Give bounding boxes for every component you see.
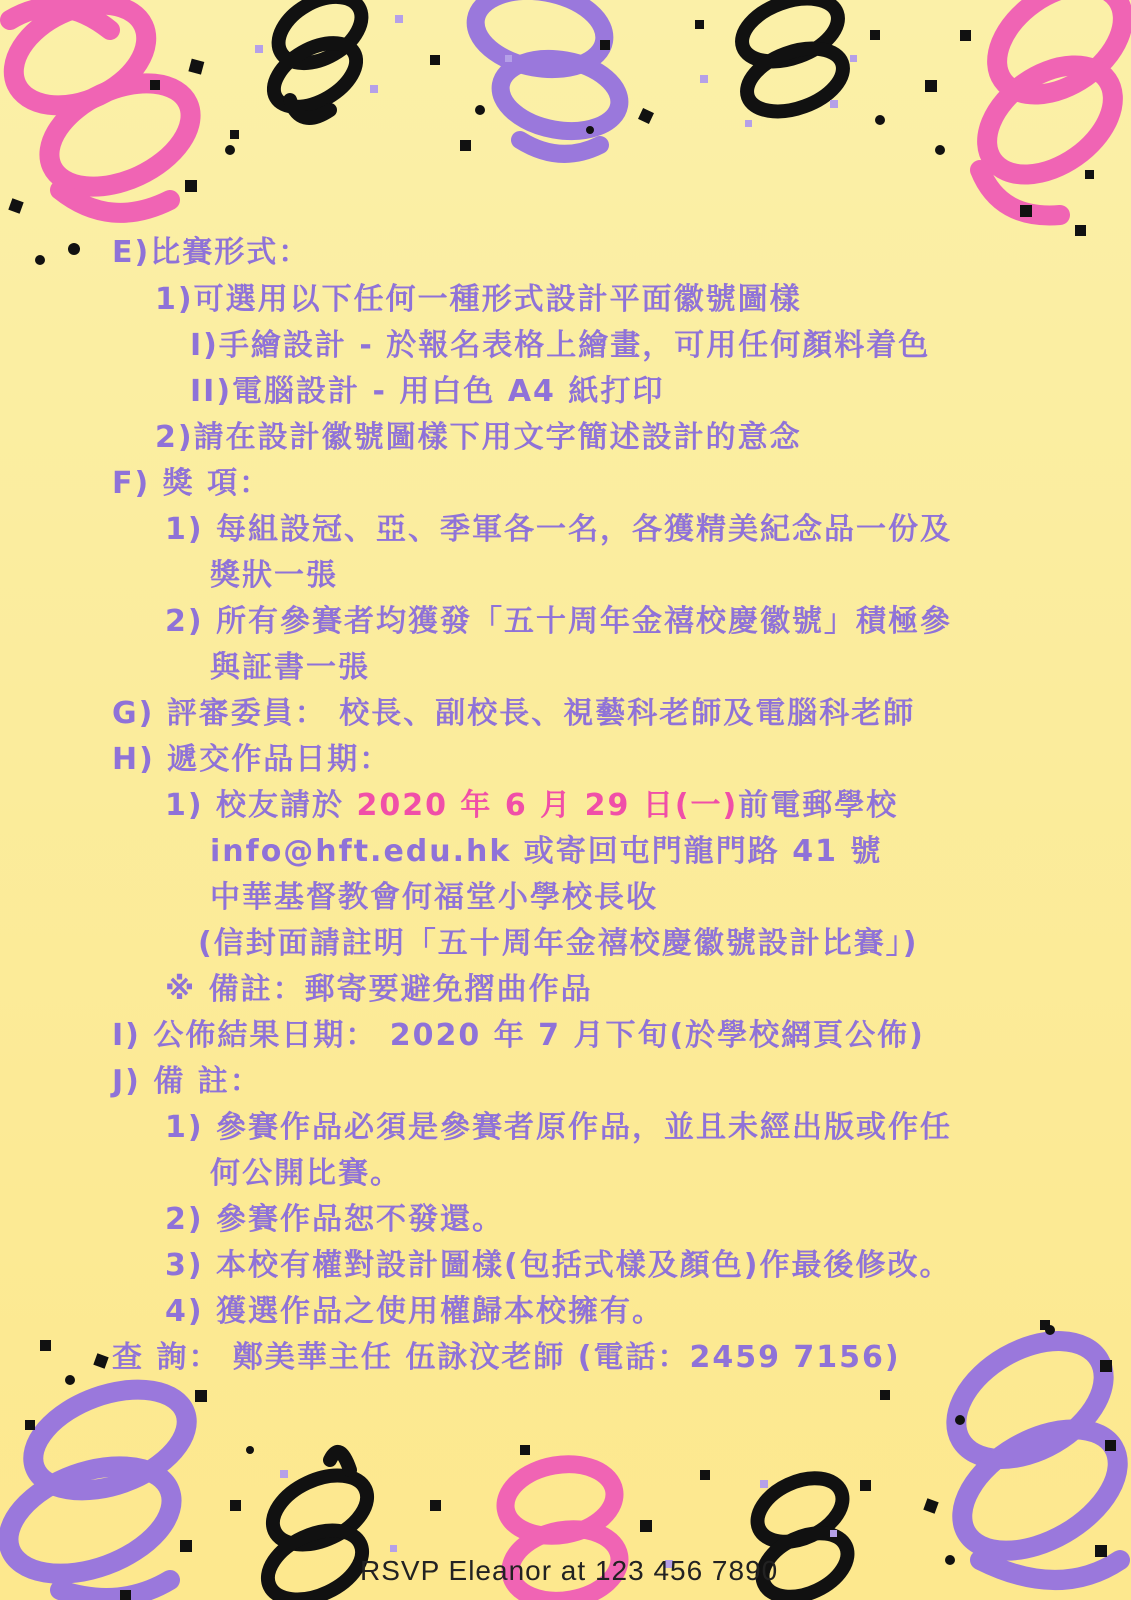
section-e-item-2: 2)請在設計徽號圖樣下用文字簡述設計的意念 [155, 420, 802, 455]
section-f-item-2-line-2: 與証書一張 [210, 650, 370, 685]
section-h-item-1-suffix: 前電郵學校 [738, 788, 899, 823]
section-h-mailing-note: ※ 備註：郵寄要避免摺曲作品 [165, 972, 593, 1007]
section-h-recipient: 中華基督教會何福堂小學校長收 [210, 880, 658, 915]
section-e-item-1-i: I)手繪設計 - 於報名表格上繪畫，可用任何顏料着色 [190, 328, 931, 363]
rsvp-footer: RSVP Eleanor at 123 456 7890 [360, 1555, 779, 1586]
section-f-heading: F) 獎 項： [112, 466, 272, 501]
section-i-results-date: I) 公佈結果日期： 2020 年 7 月下旬(於學校網頁公佈) [112, 1018, 925, 1053]
section-h-item-1-prefix: 1) 校友請於 [165, 788, 357, 823]
enquiry-contact: 查 詢： 鄭美華主任 伍詠汶老師 (電話：2459 7156) [112, 1340, 901, 1375]
section-h-envelope-note: (信封面請註明「五十周年金禧校慶徽號設計比賽」) [198, 926, 919, 961]
section-f-item-1-line-2: 獎狀一張 [210, 558, 338, 593]
section-f-item-1-line-1: 1) 每組設冠、亞、季軍各一名，各獲精美紀念品一份及 [165, 512, 953, 547]
section-g-judges: G) 評審委員： 校長、副校長、視藝科老師及電腦科老師 [112, 696, 916, 731]
section-j-item-4: 4) 獲選作品之使用權歸本校擁有。 [165, 1294, 665, 1329]
section-e-item-1-ii: II)電腦設計 - 用白色 A4 紙打印 [190, 374, 665, 409]
section-e-heading: E)比賽形式： [112, 235, 311, 270]
deadline-date: 2020 年 6 月 29 日(一) [356, 788, 739, 823]
section-h-heading: H) 遞交作品日期： [112, 742, 392, 777]
section-h-item-1-line-1 [165, 786, 898, 826]
section-j-heading: J) 備 註： [112, 1064, 262, 1099]
section-j-item-1-line-1: 1) 參賽作品必須是參賽者原作品，並且未經出版或作任 [165, 1110, 953, 1145]
section-j-item-1-line-2: 何公開比賽。 [210, 1156, 402, 1191]
section-h-email-address: info@hft.edu.hk 或寄回屯門龍門路 41 號 [210, 834, 883, 869]
section-j-item-2: 2) 參賽作品恕不發還。 [165, 1202, 505, 1237]
section-f-item-2-line-1: 2) 所有參賽者均獲發「五十周年金禧校慶徽號」積極參 [165, 604, 953, 639]
section-j-item-3: 3) 本校有權對設計圖樣(包括式樣及顏色)作最後修改。 [165, 1248, 952, 1283]
section-e-item-1: 1)可選用以下任何一種形式設計平面徽號圖樣 [155, 282, 802, 317]
